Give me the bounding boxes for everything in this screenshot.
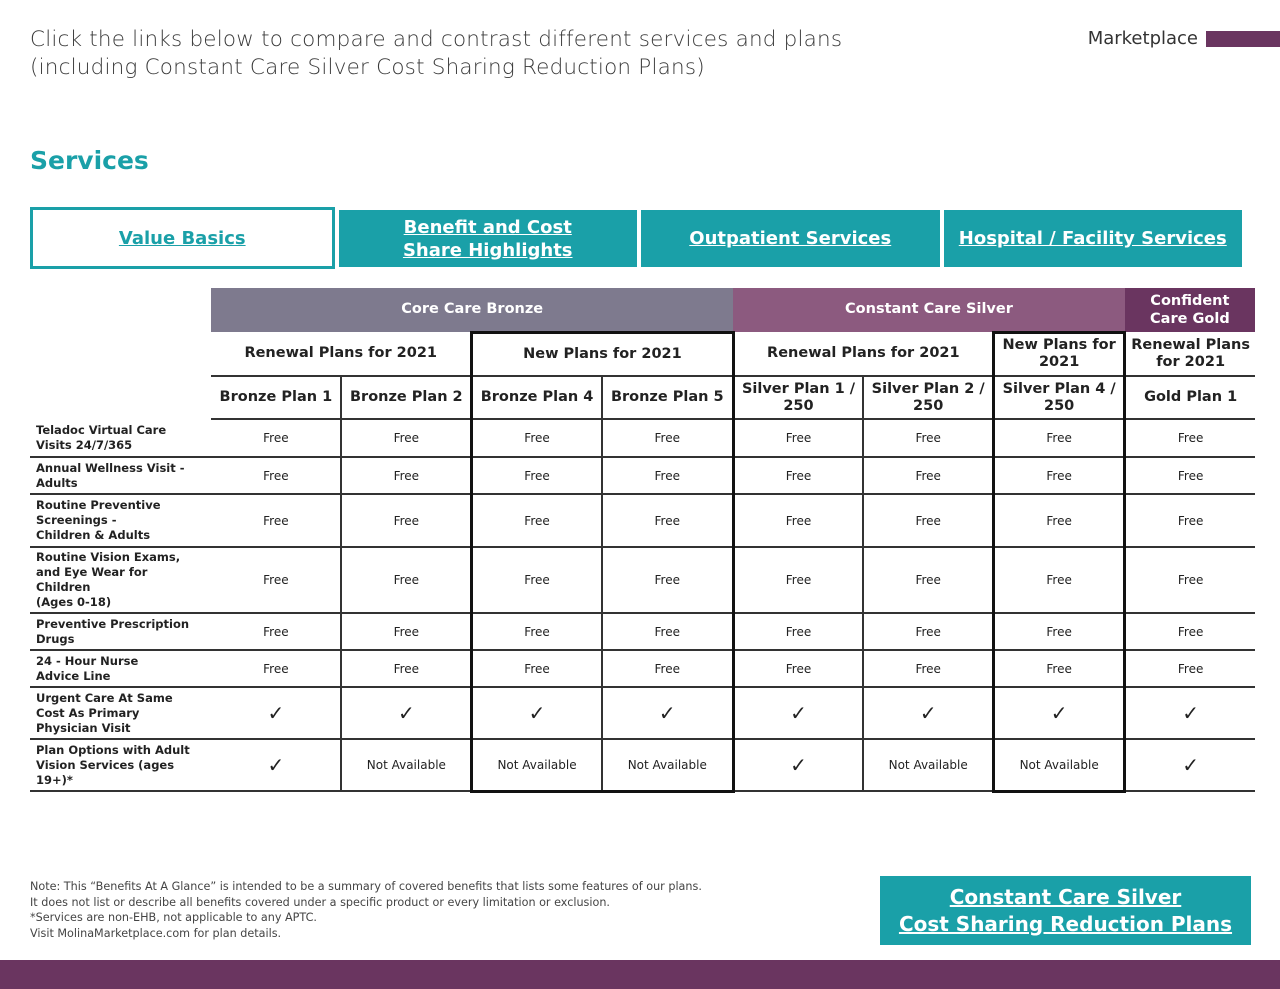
value-cell: Free (863, 650, 993, 687)
row-label-line: Advice Line (36, 668, 111, 683)
gold-renewal-line-1: Renewal Plans (1131, 336, 1250, 353)
value-cell: Free (863, 419, 993, 457)
table-row (30, 687, 1255, 739)
note-line-1: Note: This “Benefits At A Glance” is intended to be a summary of covered benefits that lists some features of our plans. (30, 880, 702, 893)
value-cell: Free (994, 457, 1125, 494)
service-tabs (30, 207, 1242, 269)
value-cell: Free (994, 613, 1125, 650)
value-cell: Free (863, 494, 993, 547)
subgroup-bronze-renewal: Renewal Plans for 2021 (211, 332, 471, 376)
row-label-line: 24 - Hour Nurse (36, 653, 139, 668)
gold-group-line-1: Confident (1150, 293, 1230, 309)
value-cell: Free (211, 650, 341, 687)
row-label (30, 650, 211, 687)
table-row (30, 419, 1255, 457)
row-label-line: Drugs (36, 631, 75, 646)
tab-label: Value Basics (118, 227, 246, 249)
plan-bronze-1: Bronze Plan 1 (211, 376, 341, 419)
row-label-line: Visits 24/7/365 (36, 437, 133, 452)
note-line-3: *Services are non-EHB, not applicable to any APTC. (30, 911, 317, 924)
tab-label-line-1: Benefit and Cost (403, 216, 572, 238)
row-label (30, 494, 211, 547)
row-label-line: Urgent Care At Same (36, 690, 173, 705)
row-label-line: 19+)* (36, 772, 73, 787)
value-cell: Free (863, 547, 993, 613)
csr-button-line-1: Constant Care Silver (949, 884, 1182, 909)
value-cell: Free (341, 547, 471, 613)
checkmark-cell: ✓ (733, 687, 863, 739)
value-cell: Free (341, 494, 471, 547)
plan-silver-4 (994, 376, 1125, 419)
tab-label-line-2: Share Highlights (402, 239, 573, 261)
table-row (30, 457, 1255, 494)
marketplace-brand (1088, 28, 1280, 49)
value-cell: Free (211, 613, 341, 650)
value-cell: Free (341, 419, 471, 457)
footer-bar (0, 960, 1280, 989)
row-label-line: Plan Options with Adult (36, 742, 190, 757)
value-cell: Free (472, 494, 602, 547)
subgroup-silver-renewal: Renewal Plans for 2021 (733, 332, 993, 376)
csr-button-line-2: Cost Sharing Reduction Plans (898, 911, 1233, 936)
group-core-care-bronze: Core Care Bronze (211, 288, 733, 332)
row-label-line: Annual Wellness Visit - (36, 460, 185, 475)
value-cell: Free (472, 419, 602, 457)
value-cell: Free (1125, 419, 1255, 457)
row-label-line: Vision Services (ages (36, 757, 175, 772)
silver-1-line-1: Silver Plan 1 / (741, 380, 856, 397)
checkmark-cell: ✓ (602, 687, 733, 739)
row-label-line: Routine Vision Exams, (36, 550, 181, 564)
checkmark-cell: ✓ (211, 687, 341, 739)
value-cell: Free (602, 650, 733, 687)
checkmark-cell: ✓ (211, 739, 341, 791)
value-cell: Free (1125, 494, 1255, 547)
value-cell: Free (602, 613, 733, 650)
value-cell: Not Available (341, 739, 471, 791)
value-cell: Free (211, 419, 341, 457)
value-cell: Free (472, 650, 602, 687)
gold-renewal-line-2: for 2021 (1156, 353, 1226, 370)
value-cell: Free (994, 547, 1125, 613)
value-cell: Free (211, 494, 341, 547)
checkmark-cell: ✓ (1125, 739, 1255, 791)
checkmark-cell: ✓ (472, 687, 602, 739)
silver-2-line-2: 250 (913, 397, 944, 414)
value-cell: Free (472, 613, 602, 650)
disclaimer-note (30, 879, 702, 941)
tab-outpatient-services[interactable] (641, 210, 940, 267)
row-label (30, 419, 211, 457)
table-row (30, 547, 1255, 613)
value-cell: Free (341, 650, 471, 687)
tab-label: Outpatient Services (689, 228, 892, 249)
value-cell: Free (994, 494, 1125, 547)
value-cell: Free (602, 457, 733, 494)
value-cell: Free (211, 547, 341, 613)
tab-value-basics[interactable] (30, 207, 335, 269)
row-label (30, 739, 211, 791)
tab-benefit-cost-share[interactable] (339, 210, 638, 267)
value-cell: Not Available (863, 739, 993, 791)
row-label (30, 457, 211, 494)
silver-new-line-1: New Plans for (1002, 337, 1116, 354)
checkmark-cell: ✓ (341, 687, 471, 739)
gold-group-line-2: Care Gold (1150, 311, 1230, 327)
plan-bronze-4: Bronze Plan 4 (472, 376, 602, 419)
brand-accent-bar (1206, 31, 1280, 47)
row-label-line: Adults (36, 475, 78, 490)
row-label-line: and Eye Wear for Children (36, 565, 148, 594)
value-cell: Not Available (472, 739, 602, 791)
value-cell: Free (211, 457, 341, 494)
plan-silver-1 (733, 376, 863, 419)
note-line-4: Visit MolinaMarketplace.com for plan details. (30, 926, 282, 940)
value-cell: Free (733, 547, 863, 613)
benefits-table (30, 288, 1255, 793)
table-row (30, 494, 1255, 547)
row-label-line: Cost As Primary (36, 705, 140, 720)
group-confident-care-gold (1125, 288, 1255, 332)
table-row (30, 650, 1255, 687)
value-cell: Free (733, 419, 863, 457)
value-cell: Free (1125, 613, 1255, 650)
silver-1-line-2: 250 (783, 397, 814, 414)
value-cell: Free (341, 613, 471, 650)
note-line-2: It does not list or describe all benefits covered under a specific product or every limitation or exclusion. (30, 895, 610, 909)
silver-4-line-2: 250 (1044, 397, 1075, 414)
value-cell: Free (863, 613, 993, 650)
value-cell: Free (1125, 547, 1255, 613)
group-constant-care-silver: Constant Care Silver (733, 288, 1125, 332)
subgroup-silver-new (994, 332, 1125, 376)
value-cell: Free (1125, 457, 1255, 494)
row-label-line: Preventive Prescription (36, 616, 190, 631)
value-cell: Free (472, 457, 602, 494)
marketplace-label: Marketplace (1087, 28, 1198, 49)
page-title: Services (30, 146, 149, 175)
plan-bronze-2: Bronze Plan 2 (341, 376, 471, 419)
value-cell: Not Available (602, 739, 733, 791)
value-cell: Free (602, 494, 733, 547)
silver-4-line-1: Silver Plan 4 / (1002, 380, 1116, 397)
row-label-line: Physician Visit (36, 720, 131, 735)
row-label-line: Children & Adults (36, 528, 151, 542)
silver-new-line-2: 2021 (1038, 354, 1080, 371)
checkmark-cell: ✓ (994, 687, 1125, 739)
value-cell: Free (863, 457, 993, 494)
value-cell: Free (733, 494, 863, 547)
row-label-line: (Ages 0-18) (36, 595, 112, 609)
subgroup-gold-renewal (1125, 332, 1255, 376)
value-cell: Free (733, 650, 863, 687)
row-label (30, 613, 211, 650)
value-cell: Free (602, 419, 733, 457)
row-label-line: Routine Preventive (36, 498, 161, 512)
row-label (30, 687, 211, 739)
intro-line-2: (including Constant Care Silver Cost Sharing Reduction Plans) (30, 55, 705, 80)
checkmark-cell: ✓ (1125, 687, 1255, 739)
value-cell: Free (341, 457, 471, 494)
intro-text (30, 26, 842, 82)
value-cell: Free (733, 457, 863, 494)
value-cell: Free (472, 547, 602, 613)
plan-gold-1: Gold Plan 1 (1125, 376, 1255, 419)
tab-label: Hospital / Facility Services (958, 228, 1227, 249)
row-label (30, 547, 211, 613)
subgroup-bronze-new: New Plans for 2021 (472, 332, 733, 376)
table-row (30, 739, 1255, 791)
tab-hospital-facility-services[interactable] (944, 210, 1243, 267)
plan-silver-2 (863, 376, 993, 419)
value-cell: Free (994, 419, 1125, 457)
value-cell: Not Available (994, 739, 1125, 791)
value-cell: Free (602, 547, 733, 613)
row-label-line: Teladoc Virtual Care (36, 422, 167, 437)
value-cell: Free (733, 613, 863, 650)
row-label-line: Screenings - (36, 513, 117, 527)
checkmark-cell: ✓ (733, 739, 863, 791)
checkmark-cell: ✓ (863, 687, 993, 739)
table-row (30, 613, 1255, 650)
silver-2-line-1: Silver Plan 2 / (871, 380, 985, 397)
value-cell: Free (994, 650, 1125, 687)
intro-line-1: Click the links below to compare and contrast different services and plans (30, 27, 843, 52)
value-cell: Free (1125, 650, 1255, 687)
plan-bronze-5: Bronze Plan 5 (602, 376, 733, 419)
csr-plans-link-button[interactable] (880, 876, 1251, 945)
